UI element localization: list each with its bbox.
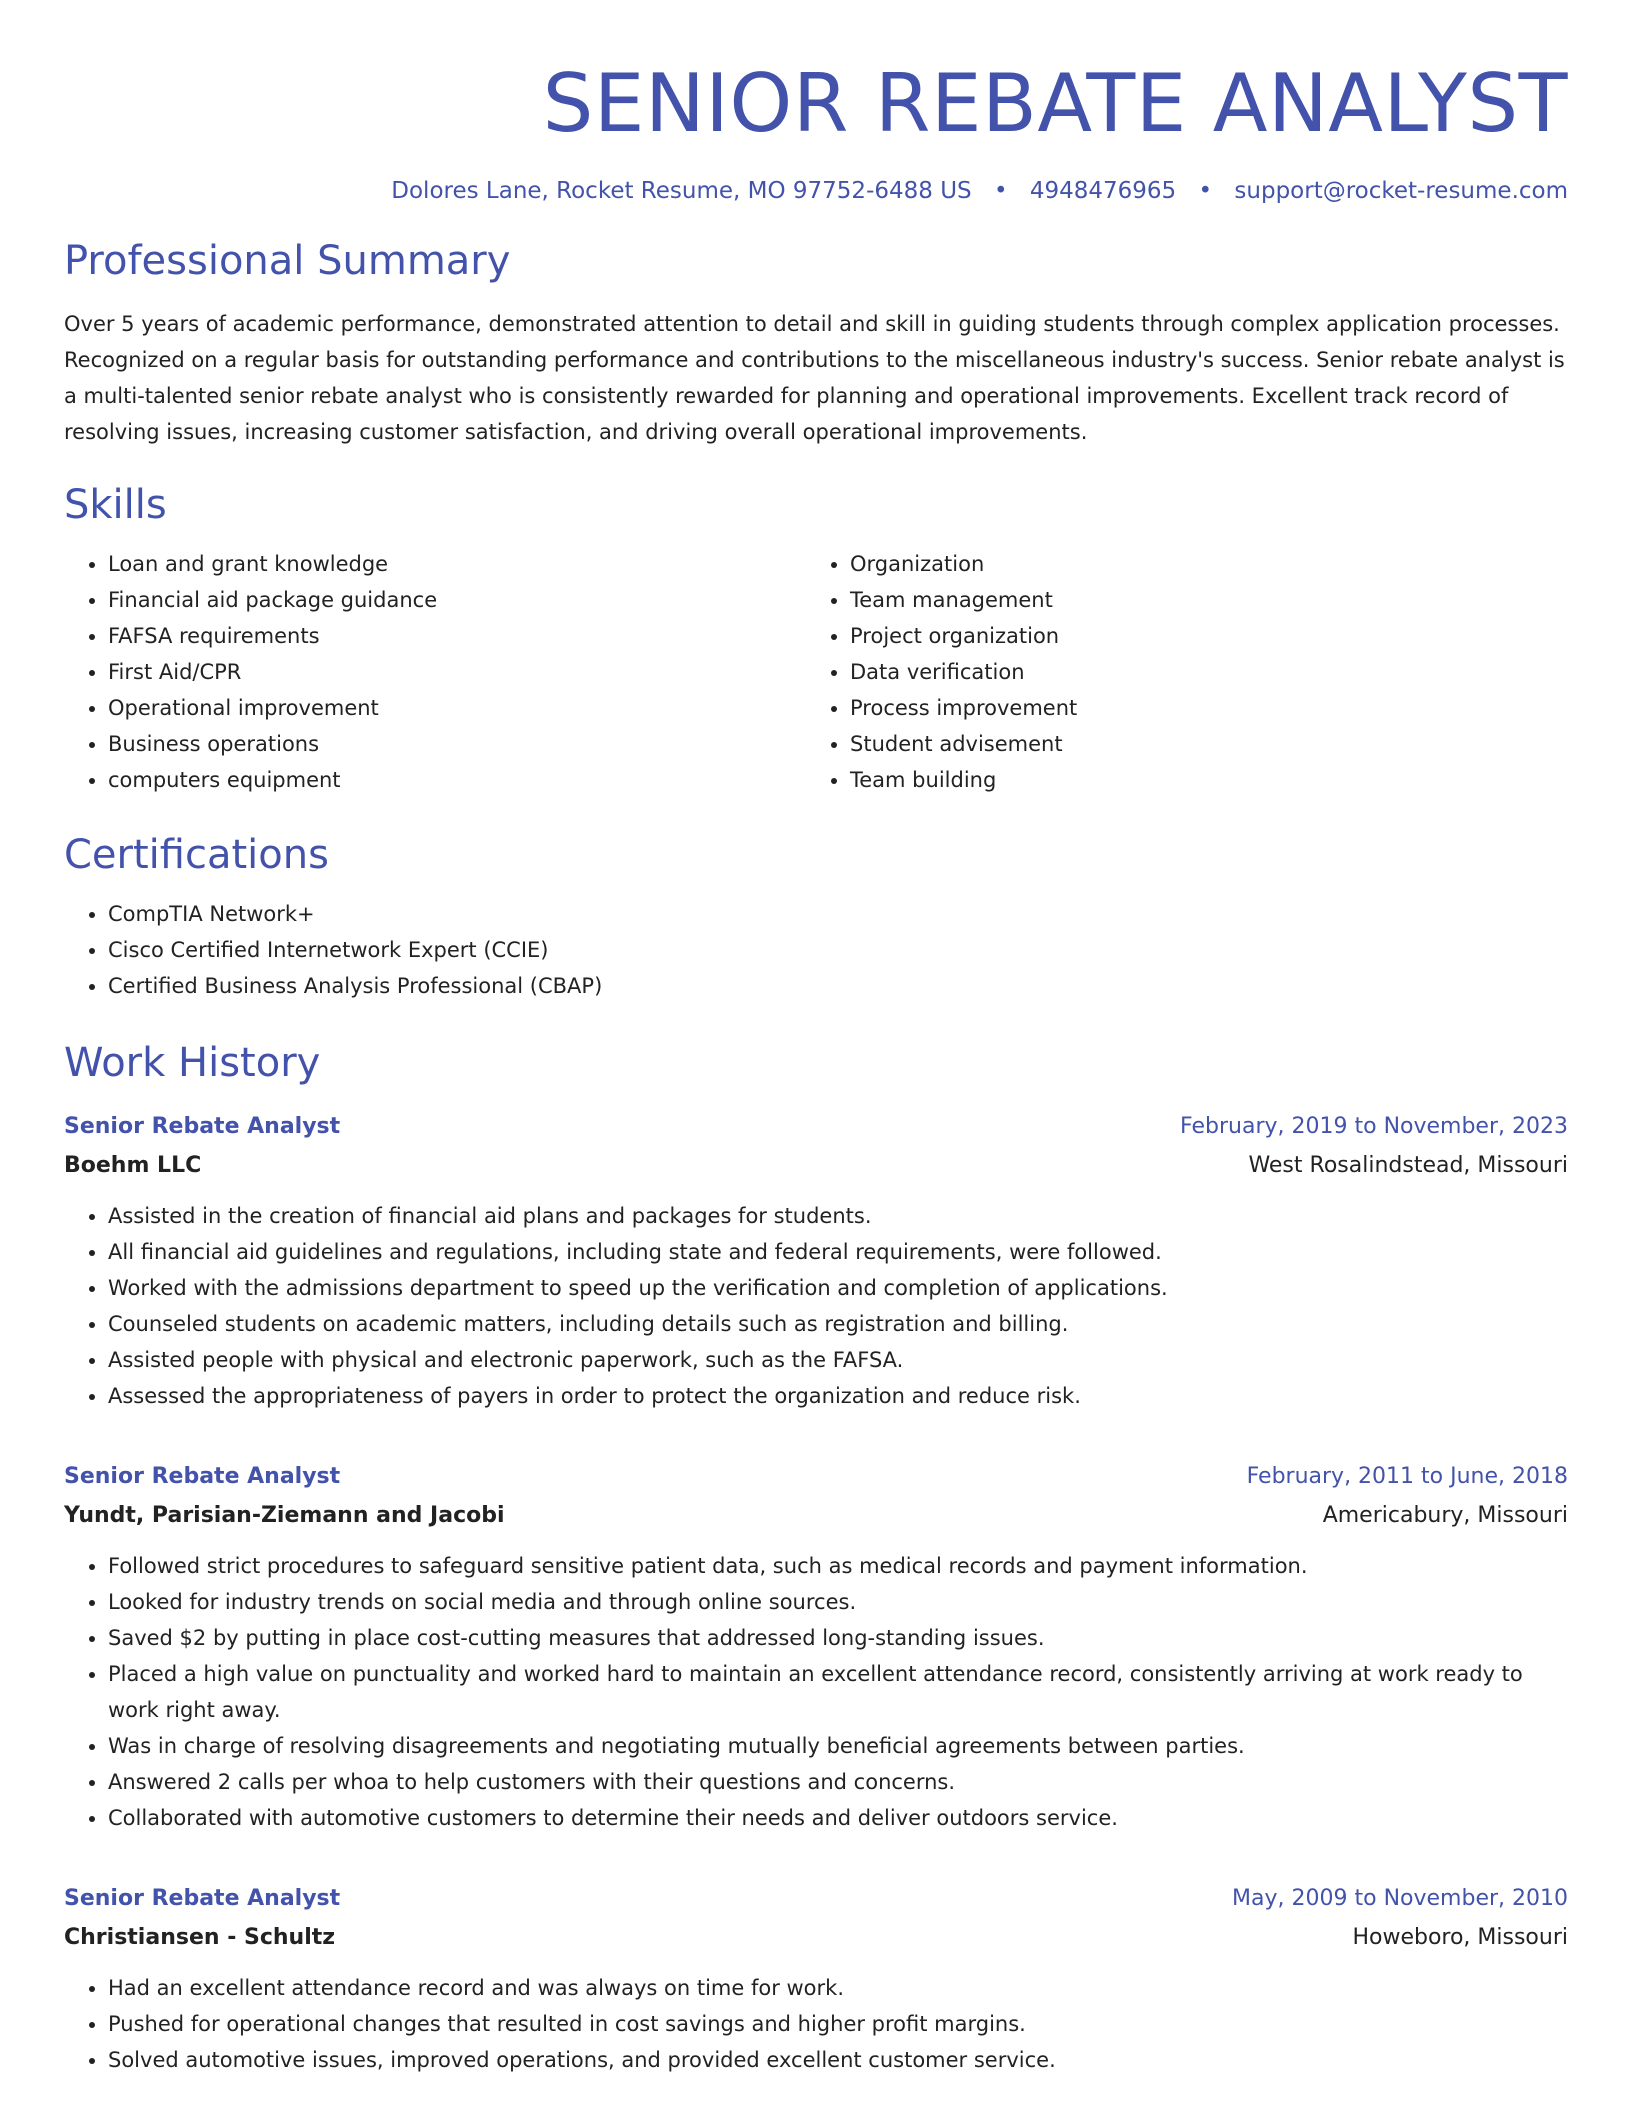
job-location: Americabury, Missouri — [1322, 1503, 1568, 1528]
skill-item: • computers equipment — [108, 762, 806, 798]
contact-email: support@rocket-resume.com — [1234, 178, 1568, 204]
certification-item: • CompTIA Network+ — [108, 896, 1568, 932]
skill-item: • Organization — [850, 546, 1548, 582]
summary-text: Over 5 years of academic performance, demonstrated attention to detail and skill in guiding students through complex application processes. Recognized on a regular basis for outstanding performance and contributions to the miscellaneous industry's success. Senior rebate analyst is a multi-talented senior rebate analyst who is consistently rewarded for planning and operational improvements. Excellent track record of resolving issues, increasing customer satisfaction, and driving overall operational improvements. — [64, 312, 1565, 444]
job-bullet: • Placed a high value on punctuality and worked hard to maintain an excellent attendance record, consistently arriving at work ready to work right away. — [108, 1656, 1568, 1728]
skill-item: • Student advisement — [850, 726, 1548, 762]
job-dates: May, 2009 to November, 2010 — [1232, 1886, 1568, 1911]
job-bullet: • Was in charge of resolving disagreements and negotiating mutually beneficial agreements between parties. — [108, 1728, 1568, 1764]
certifications-heading: Certifications — [64, 832, 329, 878]
skill-item: • Financial aid package guidance — [108, 582, 806, 618]
certification-item: • Cisco Certified Internetwork Expert (CCIE) — [108, 932, 1568, 968]
job-title: Senior Rebate Analyst — [64, 1464, 341, 1489]
job-bullet: • Assisted in the creation of financial aid plans and packages for students. — [108, 1198, 1568, 1234]
job-title-row — [64, 1458, 1568, 1496]
skill-item: • First Aid/CPR — [108, 654, 806, 690]
job-bullet: • Looked for industry trends on social media and through online sources. — [108, 1584, 1568, 1620]
job-company: Christiansen - Schultz — [64, 1925, 336, 1950]
job-entry — [64, 1458, 1568, 1836]
contact-separator: • — [993, 178, 1008, 204]
contact-line — [64, 176, 1568, 206]
job-bullet: • Worked with the admissions department to speed up the verification and completion of applications. — [108, 1270, 1568, 1306]
skills-column-right — [806, 546, 1548, 798]
contact-phone: 4948476965 — [1029, 178, 1177, 204]
skill-item: • Team management — [850, 582, 1548, 618]
job-title-row — [64, 1108, 1568, 1146]
job-bullets — [64, 1548, 1568, 1836]
skills-heading: Skills — [64, 482, 167, 528]
job-bullet: • Solved automotive issues, improved operations, and provided excellent customer service. — [108, 2042, 1568, 2078]
job-company: Boehm LLC — [64, 1153, 202, 1178]
skill-item: • Project organization — [850, 618, 1548, 654]
job-bullet: • Saved $2 by putting in place cost-cutting measures that addressed long-standing issues. — [108, 1620, 1568, 1656]
skill-item: • Operational improvement — [108, 690, 806, 726]
job-bullet: • All financial aid guidelines and regulations, including state and federal requirements, were followed. — [108, 1234, 1568, 1270]
resume-title: SENIOR REBATE ANALYST — [542, 57, 1568, 150]
skills-list-right — [806, 546, 1548, 798]
job-company-row — [64, 1146, 1568, 1186]
job-bullet: • Assisted people with physical and electronic paperwork, such as the FAFSA. — [108, 1342, 1568, 1378]
certification-item: • Certified Business Analysis Professional (CBAP) — [108, 968, 1568, 1004]
skills-grid — [64, 546, 1568, 798]
job-bullet: • Answered 2 calls per whoa to help customers with their questions and concerns. — [108, 1764, 1568, 1800]
skill-item: • Team building — [850, 762, 1548, 798]
certifications-list — [64, 896, 1568, 1004]
job-dates: February, 2011 to June, 2018 — [1246, 1464, 1568, 1489]
skill-item: • Loan and grant knowledge — [108, 546, 806, 582]
job-bullets — [64, 1970, 1568, 2078]
job-title-row — [64, 1880, 1568, 1918]
skill-item: • Data verification — [850, 654, 1548, 690]
job-bullet: • Counseled students on academic matters, including details such as registration and billing. — [108, 1306, 1568, 1342]
job-location: Howeboro, Missouri — [1352, 1925, 1568, 1950]
work-history-heading: Work History — [64, 1040, 321, 1086]
job-bullet: • Pushed for operational changes that resulted in cost savings and higher profit margins. — [108, 2006, 1568, 2042]
job-entry — [64, 1108, 1568, 1414]
skills-column-left — [64, 546, 806, 798]
job-location: West Rosalindstead, Missouri — [1248, 1153, 1568, 1178]
job-company-row — [64, 1918, 1568, 1958]
summary-heading: Professional Summary — [64, 238, 511, 284]
job-bullet: • Assessed the appropriateness of payers in order to protect the organization and reduce risk. — [108, 1378, 1568, 1414]
job-title: Senior Rebate Analyst — [64, 1114, 341, 1139]
job-dates: February, 2019 to November, 2023 — [1180, 1114, 1568, 1139]
contact-address: Dolores Lane, Rocket Resume, MO 97752-6488 US — [391, 178, 972, 204]
resume-page — [64, 0, 1568, 2078]
job-company-row — [64, 1496, 1568, 1536]
job-bullets — [64, 1198, 1568, 1414]
job-title: Senior Rebate Analyst — [64, 1886, 341, 1911]
job-bullet: • Had an excellent attendance record and was always on time for work. — [108, 1970, 1568, 2006]
job-company: Yundt, Parisian-Ziemann and Jacobi — [64, 1503, 505, 1528]
job-bullet: • Followed strict procedures to safeguard sensitive patient data, such as medical records and payment information. — [108, 1548, 1568, 1584]
job-entry — [64, 1880, 1568, 2078]
skill-item: • Process improvement — [850, 690, 1548, 726]
contact-separator: • — [1198, 178, 1213, 204]
skill-item: • Business operations — [108, 726, 806, 762]
skill-item: • FAFSA requirements — [108, 618, 806, 654]
job-bullet: • Collaborated with automotive customers to determine their needs and deliver outdoors service. — [108, 1800, 1568, 1836]
skills-list-left — [64, 546, 806, 798]
